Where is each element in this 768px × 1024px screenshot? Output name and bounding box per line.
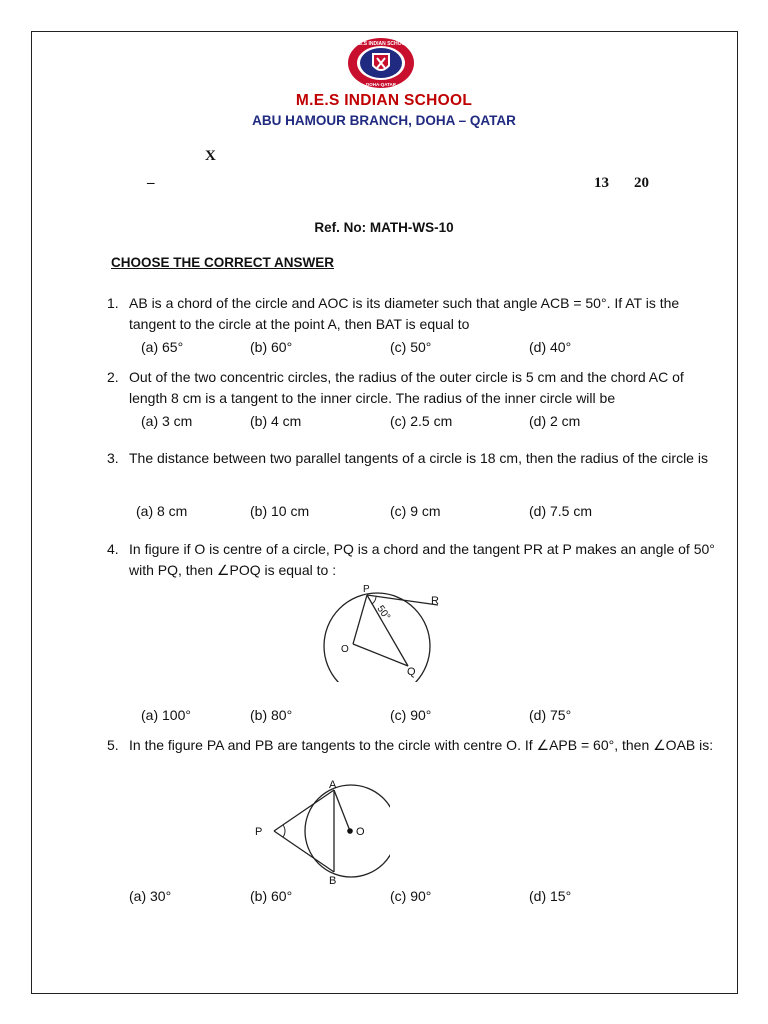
section-heading: CHOOSE THE CORRECT ANSWER [111,255,335,270]
option-c: (c) 9 cm [390,503,441,519]
date-year: 20 [634,175,649,191]
option-c: (c) 90° [390,888,432,904]
school-logo [344,36,418,90]
option-b: (b) 60° [250,888,293,904]
question-text: In figure if O is centre of a circle, PQ is a chord and the tangent PR at P makes an angle of 50° with PQ, then ∠POQ is equal to : [129,541,715,578]
question-text: AB is a chord of the circle and AOC is its diameter such that angle ACB = 50°. If AT is the tangent to the circle at the point A, then BAT is equal to [129,295,680,332]
option-d: (d) 75° [529,707,572,723]
option-a: (a) 8 cm [136,503,188,519]
label-q: Q [407,666,416,678]
question-text: The distance between two parallel tangents of a circle is 18 cm, then the radius of the circle is [129,450,708,466]
question-text: In the figure PA and PB are tangents to the circle with centre O. If ∠APB = 60°, then ∠OAB is: [129,737,714,753]
label-p: P [255,826,263,838]
svg-text:DOHA-QATAR: DOHA-QATAR [365,82,397,87]
reference-number: Ref. No: MATH-WS-10 [314,220,454,235]
option-d: (d) 7.5 cm [529,503,593,519]
option-c: (c) 90° [390,707,432,723]
option-a: (a) 3 cm [141,413,193,429]
label-o: O [341,644,349,655]
school-name: M.E.S INDIAN SCHOOL [295,92,473,109]
question-number: 4. [107,541,119,557]
option-c: (c) 2.5 cm [390,413,453,429]
option-a: (a) 100° [141,707,191,723]
label-o: O [356,826,365,838]
svg-text:M.E.S INDIAN SCHOOL: M.E.S INDIAN SCHOOL [353,41,409,47]
branch-name: ABU HAMOUR BRANCH, DOHA – QATAR [252,113,516,128]
option-b: (b) 60° [250,339,293,355]
option-b: (b) 4 cm [250,413,302,429]
label-b: B [329,875,337,886]
option-a: (a) 65° [141,339,184,355]
option-b: (b) 80° [250,707,293,723]
question-number: 5. [107,737,119,753]
option-d: (d) 2 cm [529,413,581,429]
label-a: A [329,779,337,791]
option-c: (c) 50° [390,339,432,355]
figure-4-circle-tangent [290,582,450,682]
figure-5-tangents [250,778,390,886]
label-p: P [363,584,370,595]
option-d: (d) 40° [529,339,572,355]
option-d: (d) 15° [529,888,572,904]
question-text: Out of the two concentric circles, the radius of the outer circle is 5 cm and the chord AC of length 8 cm is a tangent to the inner circle. The radius of the inner circle will be [129,369,684,406]
question-number: 2. [107,369,119,385]
label-r: R [431,595,439,607]
date-day: 13 [594,175,609,191]
option-b: (b) 10 cm [250,503,310,519]
label-angle: 50° [374,603,393,623]
class-mark: X [205,148,216,164]
option-a: (a) 30° [129,888,172,904]
header-dash: – [147,175,155,191]
question-number: 1. [107,295,119,311]
question-number: 3. [107,450,119,466]
